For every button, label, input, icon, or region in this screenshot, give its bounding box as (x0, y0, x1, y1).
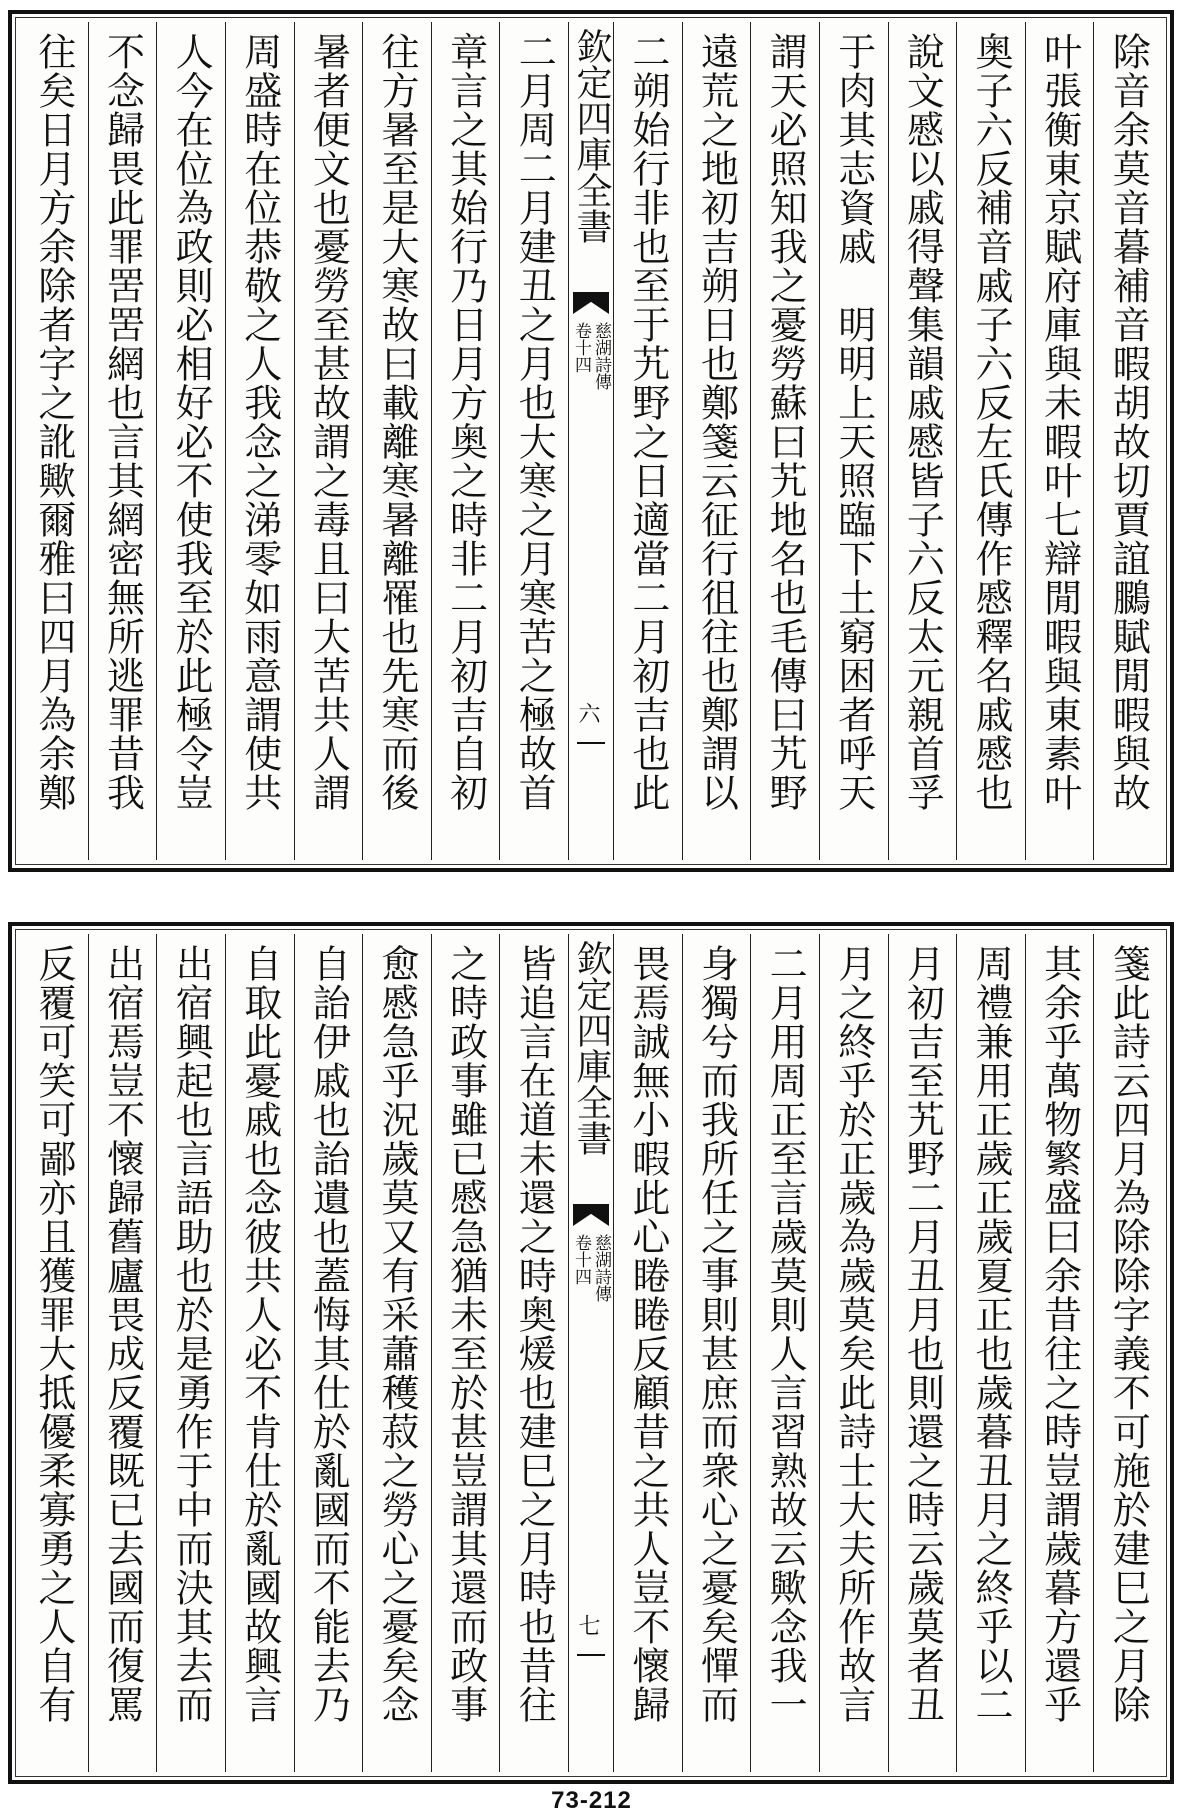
text-column (613, 22, 682, 860)
text-column (682, 934, 751, 1772)
text-column (888, 22, 957, 860)
text-column (156, 934, 225, 1772)
text-column (499, 934, 568, 1772)
leaf-number: 六 (575, 702, 600, 724)
text-column (1025, 934, 1094, 1772)
column-text: 反覆可笑可鄙亦且獲罪大抵優柔寡勇之人自有 (31, 944, 76, 1724)
text-column (956, 934, 1025, 1772)
column-text: 于肉其志資戚 明明上天照臨下土窮困者呼天 (831, 32, 876, 812)
column-text: 人今在位為政則必相好必不使我至於此極令豈 (169, 32, 214, 812)
text-column (819, 22, 888, 860)
text-column (1025, 22, 1094, 860)
column-text: 月初吉至艽野二月丑月也則還之時云歲莫者丑 (900, 944, 945, 1724)
column-text: 身獨兮而我所任之事則甚庶而衆心之憂矣憚而 (694, 944, 739, 1724)
top-page (8, 10, 1174, 872)
column-text: 月之終乎於正歲為歲莫矣此詩士大夫所作故言 (831, 944, 876, 1724)
text-column (431, 22, 500, 860)
column-text: 畏焉誠無小暇此心睠睠反顧昔之共人豈不懷歸 (625, 944, 670, 1724)
divider (577, 742, 605, 744)
column-text: 往矣日月方余除者字之訛歟爾雅曰四月為余鄭 (31, 32, 76, 812)
fish-tail-mark-icon (573, 1204, 609, 1226)
text-column (1093, 22, 1162, 860)
text-column (294, 22, 363, 860)
volume-label: 卷十四 (571, 322, 591, 373)
bottom-page-columns (20, 934, 1162, 1772)
collection-title: 欽定四庫全書 (571, 940, 612, 1156)
column-text: 除音余莫音暮補音暇胡故切賈誼鵩賦閒暇與故 (1106, 32, 1151, 812)
text-column (362, 934, 431, 1772)
text-column (225, 934, 294, 1772)
text-column (888, 934, 957, 1772)
column-text: 自取此憂戚也念彼共人必不肯仕於亂國故興言 (237, 944, 282, 1724)
column-text: 皆追言在道未還之時奥煖也建巳之月時也昔往 (512, 944, 557, 1724)
column-text: 二月用周正至言歲莫則人言習熟故云歟念我一 (763, 944, 808, 1724)
text-column (499, 22, 568, 860)
center-fold-column (568, 22, 613, 860)
column-text: 往方暑至是大寒故曰載離寒暑離罹也先寒而後 (374, 32, 419, 812)
text-column (819, 934, 888, 1772)
text-column (88, 934, 157, 1772)
text-column (294, 934, 363, 1772)
leaf-number: 七 (575, 1614, 600, 1636)
column-text: 章言之其始行乃日月方奥之時非二月初吉自初 (443, 32, 488, 812)
column-text: 謂天必照知我之憂勞蘇曰艽地名也毛傳曰艽野 (763, 32, 808, 812)
column-text: 愈慼急乎況歲莫又有采蕭穫菽之勞心之憂矣念 (374, 944, 419, 1724)
text-column (682, 22, 751, 860)
collection-title: 欽定四庫全書 (571, 28, 612, 244)
book-title: 慈湖詩傳 (591, 322, 611, 390)
text-column (613, 934, 682, 1772)
text-column (431, 934, 500, 1772)
top-page-columns (20, 22, 1162, 860)
column-text: 不念歸畏此罪罟罟網也言其網密無所逃罪昔我 (100, 32, 145, 812)
column-text: 自詒伊戚也詒遺也蓋悔其仕於亂國而不能去乃 (306, 944, 351, 1724)
column-text: 出宿焉豈不懷歸舊廬畏成反覆既已去國而復罵 (100, 944, 145, 1724)
plate-number: 73-212 (551, 1787, 632, 1814)
column-text: 奥子六反補音戚子六反左氏傳作慼釋名戚慼也 (968, 32, 1013, 812)
volume-label: 卷十四 (571, 1234, 591, 1285)
column-text: 暑者便文也憂勞至甚故謂之毒且曰大苦共人謂 (306, 32, 351, 812)
text-column (1093, 934, 1162, 1772)
book-meta (569, 1234, 613, 1302)
book-title: 慈湖詩傳 (591, 1234, 611, 1302)
center-fold-column (568, 934, 613, 1772)
text-column (956, 22, 1025, 860)
column-text: 二朔始行非也至于艽野之日適當二月初吉也此 (625, 32, 670, 812)
column-text: 箋此詩云四月為除除字義不可施於建巳之月除 (1106, 944, 1151, 1724)
text-column (20, 934, 88, 1772)
column-text: 出宿興起也言語助也於是勇作于中而決其去而 (169, 944, 214, 1724)
text-column (88, 22, 157, 860)
fish-tail-mark-icon (573, 292, 609, 314)
text-column (750, 934, 819, 1772)
column-text: 周禮兼用正歲正歲夏正也歲暮丑月之終乎以二 (968, 944, 1013, 1724)
bottom-page (8, 922, 1174, 1784)
book-meta (569, 322, 613, 390)
text-column (225, 22, 294, 860)
divider (577, 1654, 605, 1656)
text-column (156, 22, 225, 860)
column-text: 二月周二月建丑之月也大寒之月寒苦之極故首 (512, 32, 557, 812)
column-text: 說文慼以戚得聲集韻戚慼皆子六反太元親首孚 (900, 32, 945, 812)
column-text: 周盛時在位恭敬之人我念之涕零如雨意謂使共 (237, 32, 282, 812)
text-column (20, 22, 88, 860)
column-text: 之時政事雖已慼急猶未至於甚豈謂其還而政事 (443, 944, 488, 1724)
column-text: 叶張衡東京賦府庫與未暇叶七辯閒暇與東素叶 (1037, 32, 1082, 812)
column-text: 遠荒之地初吉朔日也鄭箋云征行徂往也鄭謂以 (694, 32, 739, 812)
text-column (750, 22, 819, 860)
column-text: 其余乎萬物繁盛曰余昔往之時豈謂歲暮方還乎 (1037, 944, 1082, 1724)
text-column (362, 22, 431, 860)
